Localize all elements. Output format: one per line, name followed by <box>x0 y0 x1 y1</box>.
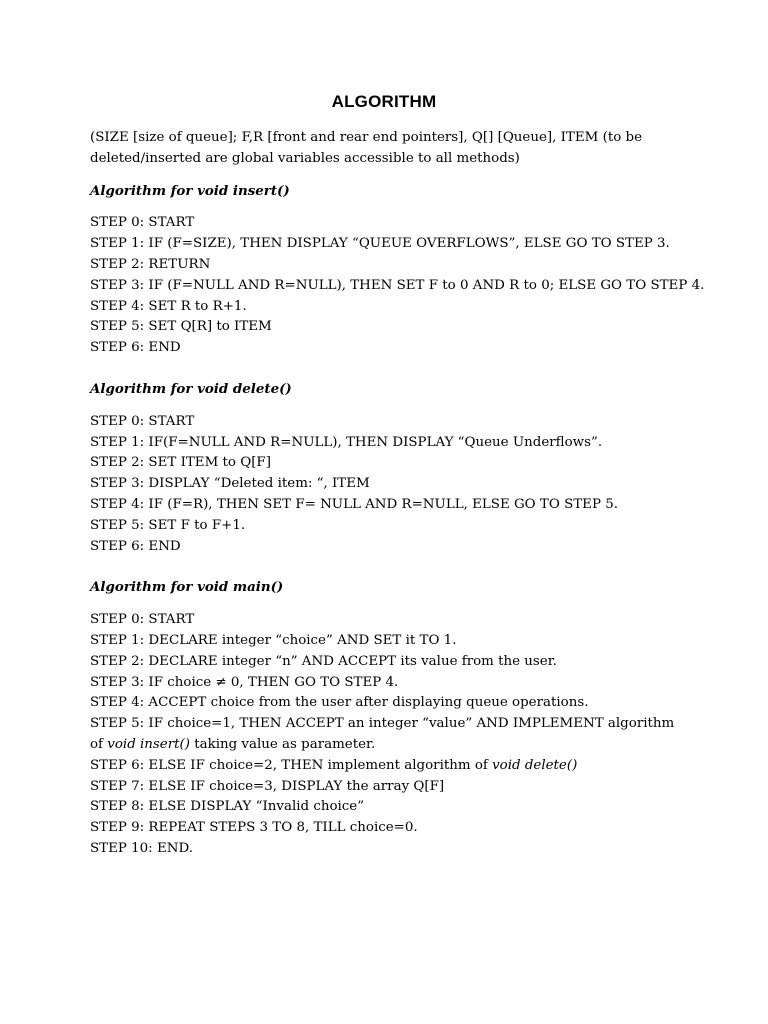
intro-paragraph: (SIZE [size of queue]; F,R [front and rear end pointers], Q[] [Queue], ITEM (to be deleted/inserted are global variables accessible to all methods) <box>90 130 643 166</box>
insert-step-6: STEP 6: END <box>90 340 181 356</box>
main-step-1: STEP 1: DECLARE integer “choice” AND SET it TO 1. <box>90 632 457 648</box>
main-heading: Algorithm for void main() <box>90 579 284 596</box>
insert-step-5: STEP 5: SET Q[R] to ITEM <box>90 319 272 335</box>
main-step-9: STEP 9: REPEAT STEPS 3 TO 8, TILL choice=0. <box>90 820 418 836</box>
delete-step-0: STEP 0: START <box>90 413 195 429</box>
delete-steps <box>90 412 690 558</box>
main-step-6-func: void delete() <box>492 757 578 773</box>
main-step-5-tail: taking value as parameter. <box>189 736 376 752</box>
main-steps <box>90 610 690 860</box>
main-step-10: STEP 10: END. <box>90 840 193 856</box>
insert-step-2: STEP 2: RETURN <box>90 256 211 272</box>
main-step-6 <box>90 756 690 777</box>
main-step-8: STEP 8: ELSE DISPLAY “Invalid choice” <box>90 799 365 815</box>
main-step-3: STEP 3: IF choice ≠ 0, THEN GO TO STEP 4. <box>90 674 399 690</box>
main-step-6-text: STEP 6: ELSE IF choice=2, THEN implement algorithm of <box>90 757 493 773</box>
main-step-0: STEP 0: START <box>90 612 195 628</box>
delete-step-5: STEP 5: SET F to F+1. <box>90 517 246 533</box>
main-step-2: STEP 2: DECLARE integer “n” AND ACCEPT its value from the user. <box>90 653 557 669</box>
main-step-7: STEP 7: ELSE IF choice=3, DISPLAY the array Q[F] <box>90 778 445 794</box>
insert-heading: Algorithm for void insert() <box>90 182 290 199</box>
insert-step-3: STEP 3: IF (F=NULL AND R=NULL), THEN SET F to 0 AND R to 0; ELSE GO TO STEP 4. <box>90 277 705 293</box>
main-step-5-func: void insert() <box>107 736 190 752</box>
main-step-5 <box>90 714 690 756</box>
delete-step-2: STEP 2: SET ITEM to Q[F] <box>90 455 271 471</box>
delete-step-6: STEP 6: END <box>90 538 181 554</box>
main-step-5-text: STEP 5: IF choice=1, THEN ACCEPT an integer “value” AND IMPLEMENT algorithm of <box>90 716 675 752</box>
insert-steps <box>90 213 705 359</box>
document-body <box>90 128 705 880</box>
delete-step-3: STEP 3: DISPLAY “Deleted item: “, ITEM <box>90 476 370 492</box>
delete-step-4: STEP 4: IF (F=R), THEN SET F= NULL AND R=NULL, ELSE GO TO STEP 5. <box>90 496 619 512</box>
delete-step-1: STEP 1: IF(F=NULL AND R=NULL), THEN DISPLAY “Queue Underflows”. <box>90 434 603 450</box>
insert-step-4: STEP 4: SET R to R+1. <box>90 298 247 314</box>
insert-step-0: STEP 0: START <box>90 215 195 231</box>
main-step-4: STEP 4: ACCEPT choice from the user after displaying queue operations. <box>90 695 589 711</box>
insert-step-1: STEP 1: IF (F=SIZE), THEN DISPLAY “QUEUE OVERFLOWS”, ELSE GO TO STEP 3. <box>90 236 670 252</box>
page-title: ALGORITHM <box>331 92 437 111</box>
delete-heading: Algorithm for void delete() <box>90 380 292 397</box>
